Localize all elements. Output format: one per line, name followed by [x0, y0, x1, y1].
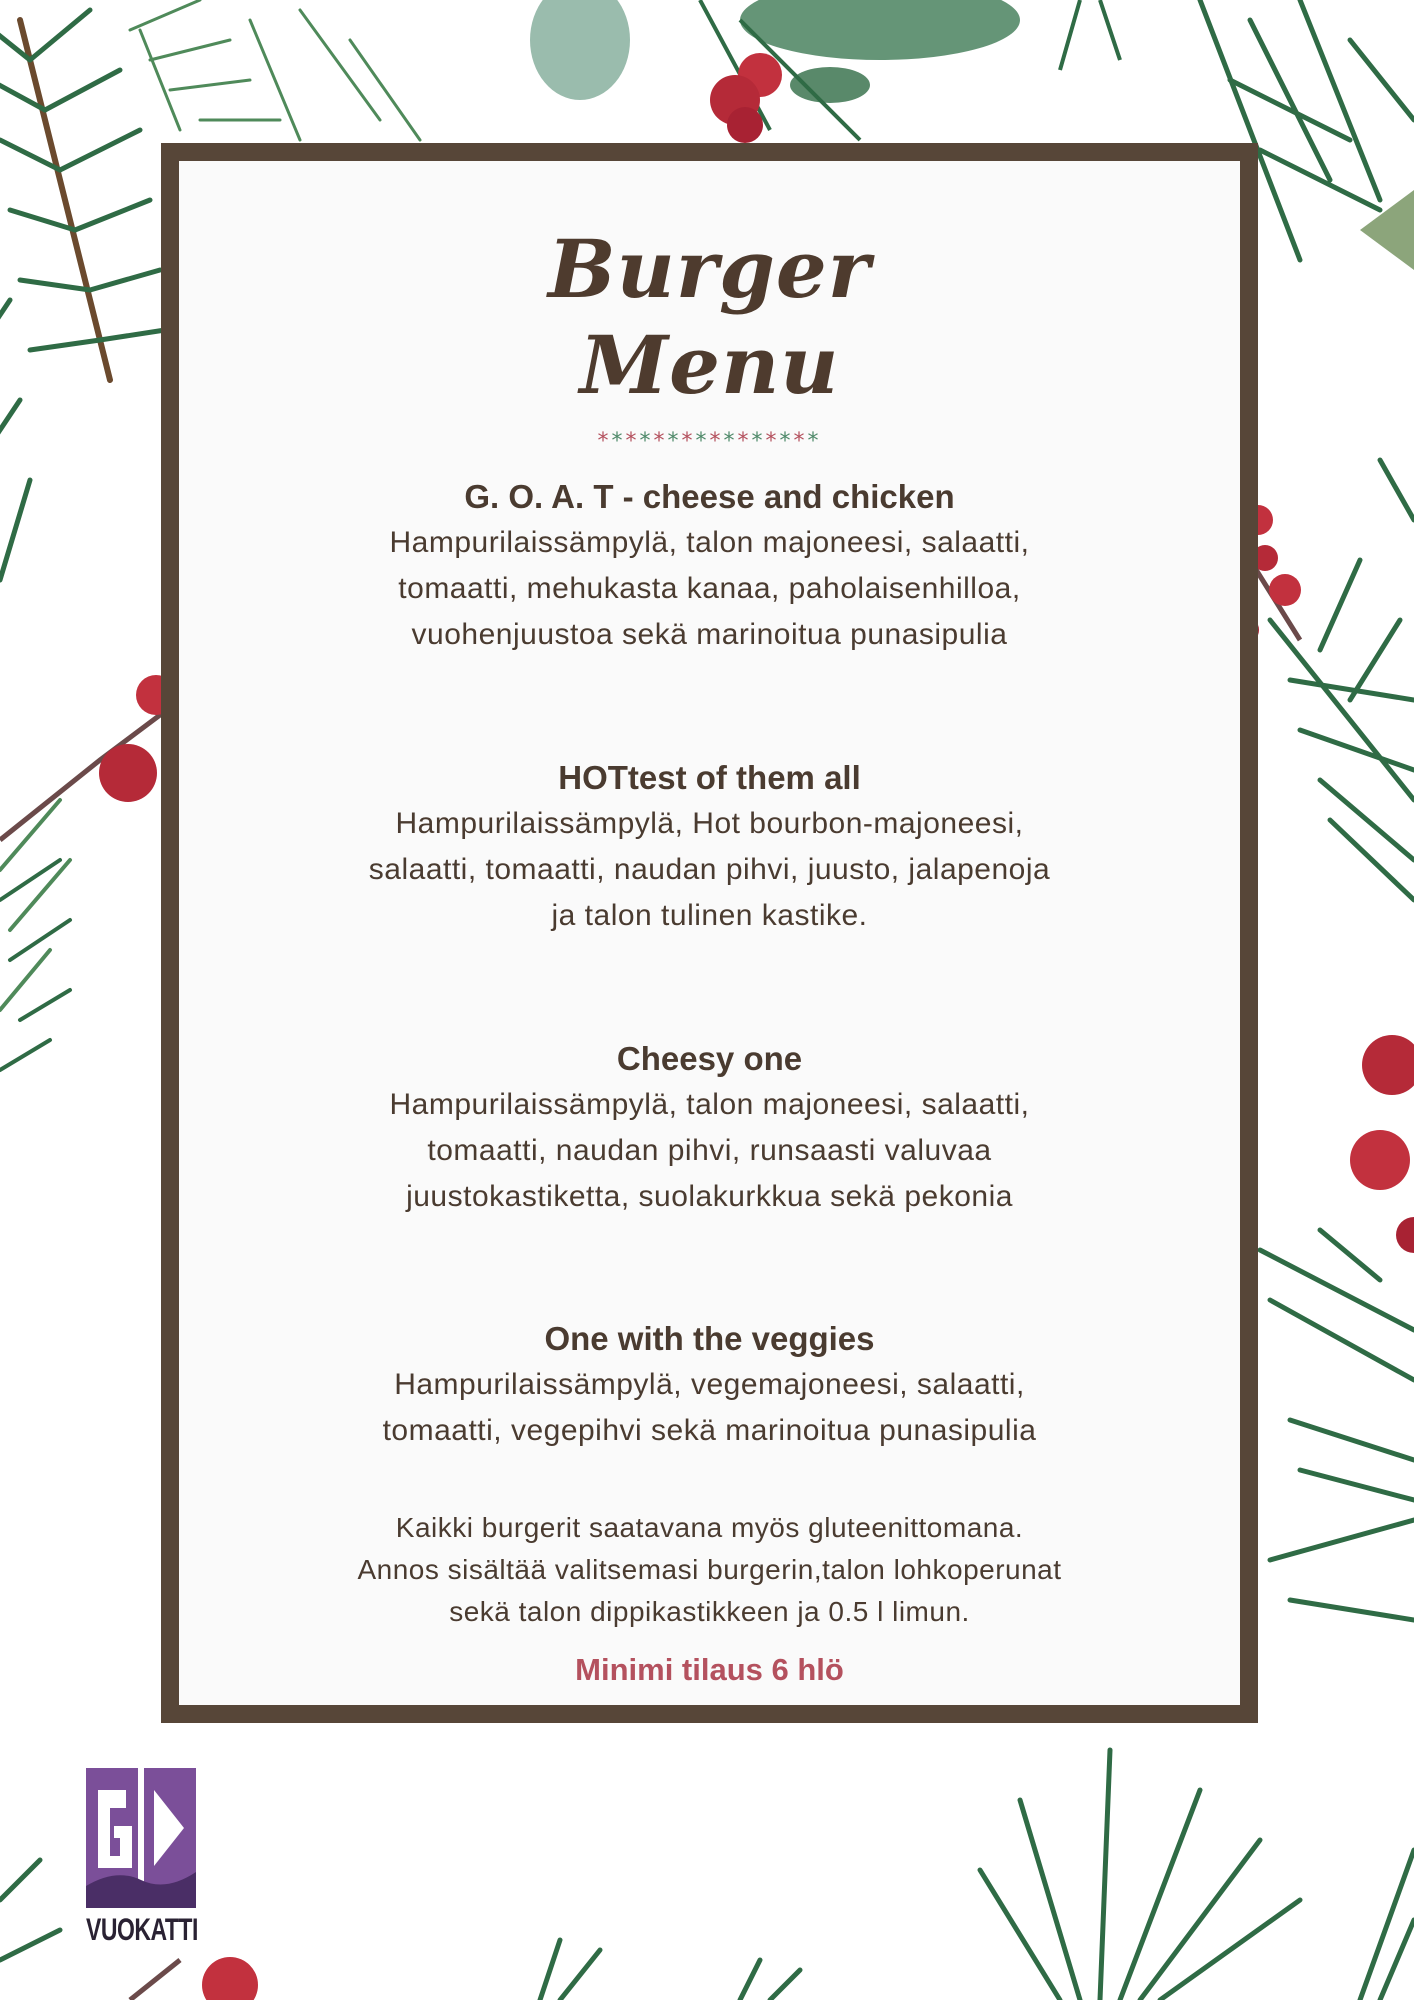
- logo-text: VUOKATTI: [86, 1911, 198, 1947]
- go-logo-icon: [86, 1768, 196, 1908]
- item-name: HOTtest of them all: [558, 759, 861, 796]
- item-desc-line: Hampurilaissämpylä, talon majoneesi, salaatti,: [389, 1088, 1030, 1121]
- menu-item-cheesy: [199, 1036, 1220, 1220]
- item-desc-line: tomaatti, naudan pihvi, runsaasti valuvaa: [427, 1134, 992, 1167]
- item-desc-line: salaatti, tomaatti, naudan pihvi, juusto, jalapenoja: [368, 853, 1051, 886]
- item-name: One with the veggies: [544, 1320, 875, 1357]
- menu-item-hottest: [199, 755, 1220, 939]
- footer-line: Annos sisältää valitsemasi burgerin,talon lohkoperunat: [357, 1554, 1062, 1585]
- decorative-divider: ****************: [597, 429, 822, 454]
- item-desc-line: juustokastiketta, suolakurkkua sekä pekonia: [406, 1180, 1013, 1213]
- footer-line: Kaikki burgerit saatavana myös gluteenittomana.: [395, 1512, 1024, 1543]
- go-vuokatti-logo: [86, 1768, 196, 1948]
- item-name: Cheesy one: [616, 1040, 803, 1077]
- title-line-menu: Menu: [579, 318, 840, 412]
- item-desc-line: vuohenjuustoa sekä marinoitua punasipulia: [411, 618, 1008, 651]
- item-desc-line: tomaatti, mehukasta kanaa, paholaisenhilloa,: [398, 572, 1021, 605]
- title-line-burger: Burger: [548, 222, 871, 316]
- menu-item-goat: [199, 474, 1220, 658]
- item-desc-line: Hampurilaissämpylä, Hot bourbon-majoneesi,: [395, 807, 1024, 840]
- menu-title: [179, 221, 1240, 413]
- minimum-order-text: Minimi tilaus 6 hlö: [575, 1652, 844, 1687]
- item-desc-line: Hampurilaissämpylä, talon majoneesi, salaatti,: [389, 526, 1030, 559]
- item-desc-line: ja talon tulinen kastike.: [551, 899, 868, 932]
- menu-item-veggies: [199, 1316, 1220, 1454]
- item-desc-line: tomaatti, vegepihvi sekä marinoitua punasipulia: [382, 1414, 1037, 1447]
- item-name: G. O. A. T - cheese and chicken: [464, 478, 955, 515]
- menu-card: [161, 143, 1258, 1723]
- item-desc-line: Hampurilaissämpylä, vegemajoneesi, salaatti,: [394, 1368, 1025, 1401]
- footer-line: sekä talon dippikastikkeen ja 0.5 l limun.: [449, 1596, 970, 1627]
- menu-footer-note: [199, 1507, 1220, 1633]
